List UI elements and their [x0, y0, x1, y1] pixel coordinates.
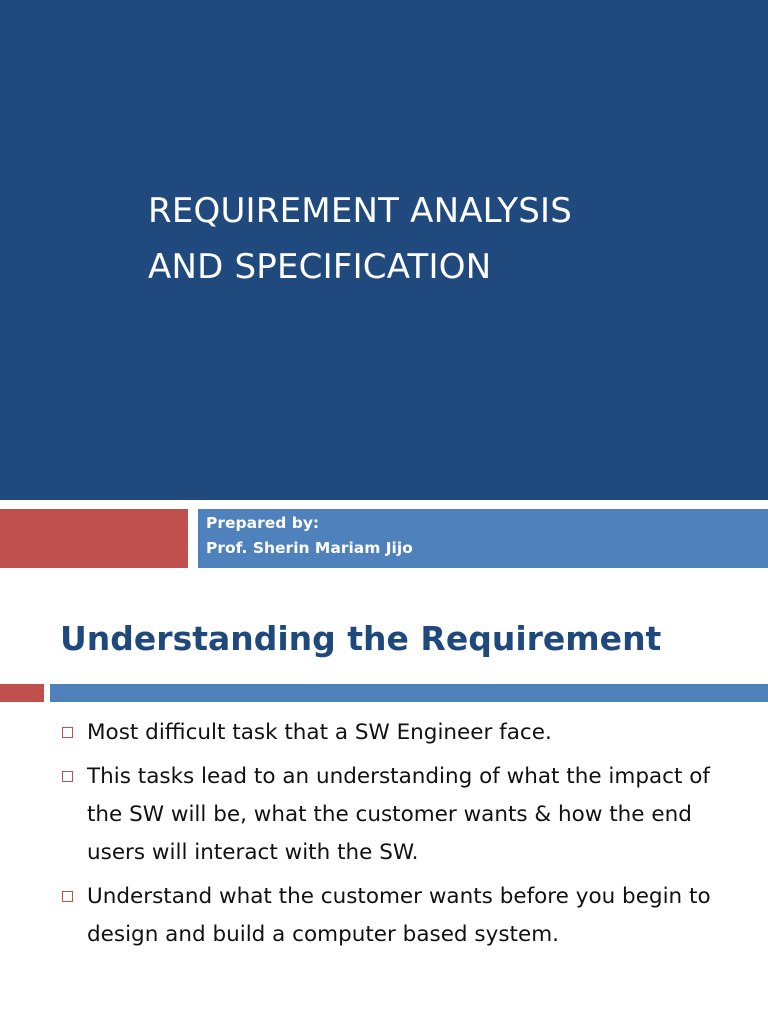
slide-title-line-2: AND SPECIFICATION [148, 247, 492, 287]
prepared-by-block [206, 511, 413, 561]
prepared-by-label: Prepared by: [206, 514, 320, 532]
hollow-square-bullet-icon [62, 771, 73, 782]
hollow-square-bullet-icon [62, 727, 73, 738]
accent-bar-red [0, 509, 188, 568]
bullet-list [61, 714, 741, 960]
bullet-text: Understand what the customer wants before you begin to design and build a computer based system. [87, 884, 711, 947]
slide-title [148, 183, 748, 295]
slide-title-line-1: REQUIREMENT ANALYSIS [148, 191, 573, 231]
author-name: Prof. Sherin Mariam Jijo [206, 539, 413, 557]
heading-accent-bar-red [0, 684, 44, 702]
bullet-text: This tasks lead to an understanding of what the impact of the SW will be, what the customer wants & how the end users will interact with the SW. [87, 764, 710, 865]
hollow-square-bullet-icon [62, 891, 73, 902]
bullet-item [61, 758, 741, 872]
bullet-item [61, 714, 741, 752]
section-heading: Understanding the Requirement [60, 619, 662, 658]
title-slide-background [0, 0, 768, 500]
bullet-text: Most difficult task that a SW Engineer face. [87, 720, 552, 745]
bullet-item [61, 878, 741, 954]
heading-accent-bar-blue [50, 684, 768, 702]
